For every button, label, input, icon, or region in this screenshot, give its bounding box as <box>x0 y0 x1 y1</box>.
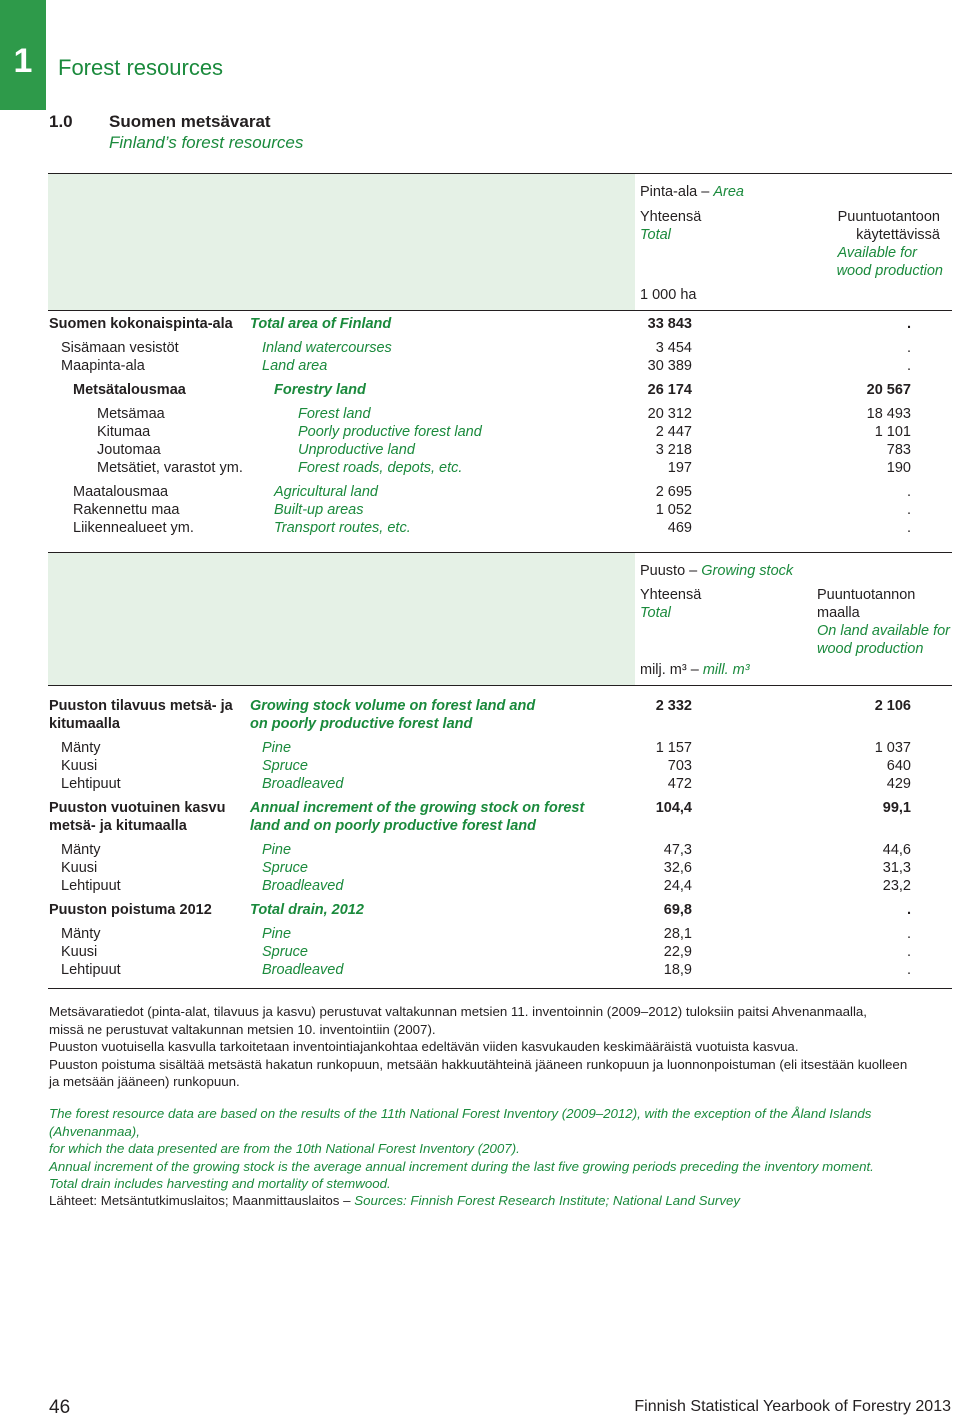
stock-col1-fi: Yhteensä <box>640 587 702 603</box>
area-table-header <box>48 173 952 311</box>
area-col1-en: Total <box>640 227 671 243</box>
table-row: Maatalousmaa Agricultural land 2 695 . <box>73 484 911 500</box>
area-col2-fi-2: käytettävissä <box>856 227 940 243</box>
table-row: Mänty Pine 47,3 44,6 <box>61 842 911 858</box>
area-group-label: Pinta-ala – Area <box>640 184 744 200</box>
header-shade <box>48 174 635 310</box>
area-col2-en-1: Available for <box>837 245 917 261</box>
table-bottom-rule <box>48 988 952 989</box>
table-row: Puuston poistuma 2012 Total drain, 2012 69,8 . <box>49 902 911 918</box>
chapter-title: Forest resources <box>58 55 224 80</box>
area-col2-en-2: wood production <box>836 263 943 279</box>
publication-title: Finnish Statistical Yearbook of Forestry 2013 <box>634 1398 951 1415</box>
table-row: Lehtipuut Broadleaved 472 429 <box>61 776 911 792</box>
table-row: Mänty Pine 28,1 . <box>61 926 911 942</box>
table-row: Suomen kokonaispinta-ala Total area of Finland 33 843 . <box>49 316 911 332</box>
table-row: Kitumaa Poorly productive forest land 2 447 1 101 <box>97 424 911 440</box>
area-col2-fi-1: Puuntuotantoon <box>837 209 940 225</box>
table-row: Puuston vuotuinen kasvu metsä- ja kitumaalla Annual increment of the growing stock on forest land and on poorly productive forest land 104,4 99,1 <box>49 800 911 834</box>
table-title-fi: Suomen metsävarat <box>109 112 271 131</box>
table-row: Sisämaan vesistöt Inland watercourses 3 454 . <box>61 340 911 356</box>
table-title-en: Finland’s forest resources <box>109 133 304 152</box>
sources: Lähteet: Metsäntutkimuslaitos; Maanmittauslaitos – Sources: Finnish Forest Research Institute; National Land Survey <box>49 1193 741 1208</box>
notes-fi: Metsävaratiedot (pinta-alat, tilavuus ja kasvu) perustuvat valtakunnan metsien 11. inventoinnin (2009–2012) tuloksiin paitsi Ahvenanmaalla, missä ne perustuvat valtakunnan metsien 10. inventointiin (2007). Puuston vuotuisella kasvulla tarkoitetaan inventointiajankohtaa edeltävän viiden kasvukauden keskimääräistä vuotuista kasvua. Puuston poistuma sisältää metsästä hakatun runkopuun, metsään hakkuutähteinä jääneen runkopuun ja luonnonpoistuman (eli itsestään kuolleen ja metsään jääneen) runkopuun. <box>49 1004 908 1090</box>
table-row: Kuusi Spruce 703 640 <box>61 758 911 774</box>
table-row: Maapinta-ala Land area 30 389 . <box>61 358 911 374</box>
area-col1-fi: Yhteensä <box>640 209 702 225</box>
stock-col2-fi-1: Puuntuotannon <box>817 587 916 603</box>
page-number: 46 <box>49 1397 71 1418</box>
table-row: Joutomaa Unproductive land 3 218 783 <box>97 442 911 458</box>
stock-col1-en: Total <box>640 605 671 621</box>
table-row: Lehtipuut Broadleaved 24,4 23,2 <box>61 878 911 894</box>
notes-en: The forest resource data are based on the results of the 11th National Forest Inventory (2009–2012), with the exception of the Åland Islands (Ahvenanmaa), for which the data presented are from the 10th National Forest Inventory (2007). Annual increment of the growing stock is the average annual increment during the last five growing periods preceding the inventory moment. Total drain includes harvesting and mortality of stemwood. <box>49 1106 874 1192</box>
table-row: Lehtipuut Broadleaved 18,9 . <box>61 962 911 978</box>
chapter-number: 1 <box>13 42 33 80</box>
table-row: Puuston tilavuus metsä- ja kitumaalla Growing stock volume on forest land and on poorly productive forest land 2 332 2 106 <box>49 698 911 732</box>
table-row: Mänty Pine 1 157 1 037 <box>61 740 911 756</box>
table-row: Liikennealueet ym. Transport routes, etc. 469 . <box>73 520 911 536</box>
table-row: Kuusi Spruce 32,6 31,3 <box>61 860 911 876</box>
stock-unit: milj. m³ – mill. m³ <box>640 662 750 678</box>
area-unit: 1 000 ha <box>640 287 697 303</box>
stock-group-label: Puusto – Growing stock <box>640 563 794 579</box>
table-row: Metsätiet, varastot ym. Forest roads, depots, etc. 197 190 <box>97 460 911 476</box>
stock-col2-fi-2: maalla <box>817 605 860 621</box>
table-row: Metsämaa Forest land 20 312 18 493 <box>97 406 911 422</box>
stock-col2-en-1: On land available for <box>817 623 950 639</box>
table-row: Kuusi Spruce 22,9 . <box>61 944 911 960</box>
stock-col2-en-2: wood production <box>817 641 924 657</box>
chapter-tab <box>0 0 46 110</box>
table-number: 1.0 <box>49 112 73 131</box>
table-row: Metsätalousmaa Forestry land 26 174 20 567 <box>73 382 911 398</box>
header-shade <box>48 553 635 685</box>
table-row: Rakennettu maa Built-up areas 1 052 . <box>73 502 911 518</box>
